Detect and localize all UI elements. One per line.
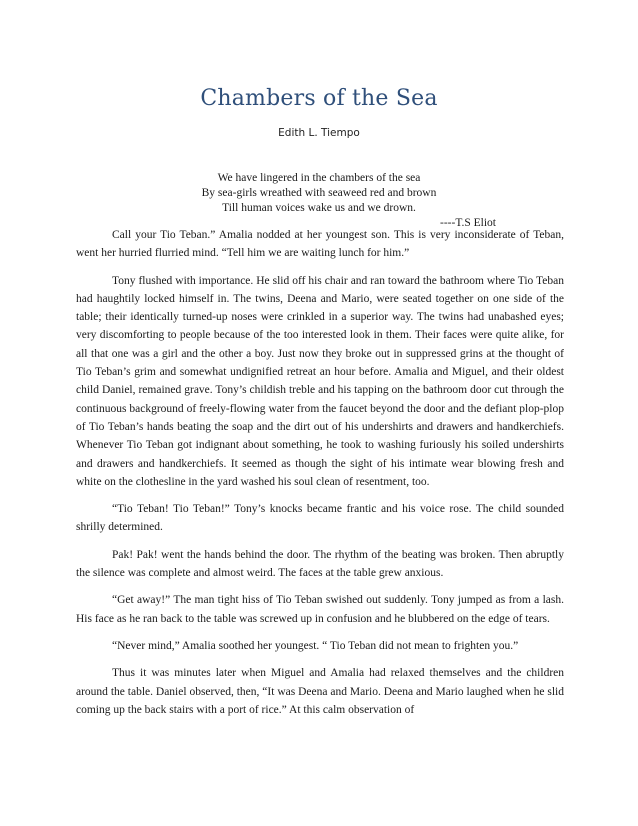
paragraph: Call your Tio Teban.” Amalia nodded at her youngest son. This is very inconsiderate of Teban, went her hurried flurried mind. “Tell him we are waiting lunch for him.”	[76, 229, 564, 260]
paragraph: “Never mind,” Amalia soothed her youngest. “ Tio Teban did not mean to frighten you.”	[112, 639, 519, 652]
paragraph: “Get away!” The man tight hiss of Tio Teban swished out suddenly. Tony jumped as from a lash. His face as he ran back to the table was screwed up in confusion and he blubbered on the edge of tears.	[76, 594, 564, 625]
paragraph: Thus it was minutes later when Miguel and Amalia had relaxed themselves and the children around the table. Daniel observed, then, “It was Deena and Mario. Deena and Mario laughed when he slid coming up the back stairs with a port of rice.” At this calm observation of	[76, 667, 564, 716]
paragraph: Pak! Pak! went the hands behind the door. The rhythm of the beating was broken. Then abruptly the silence was complete and almost weird. The faces at the table grew anxious.	[76, 548, 564, 580]
paragraph: “Tio Teban! Tio Teban!” Tony’s knocks became frantic and his voice rose. The child sounded shrilly determined.	[76, 503, 564, 534]
epigraph-line: We have lingered in the chambers of the sea	[217, 172, 421, 184]
epigraph-line: Till human voices wake us and we drown.	[222, 202, 416, 214]
epigraph-attribution: ----T.S Eliot	[440, 217, 496, 229]
story-body	[76, 226, 564, 728]
epigraph	[0, 171, 638, 231]
paragraph: Tony flushed with importance. He slid off his chair and ran toward the bathroom where Tio Teban had haughtily locked himself in. The twins, Deena and Mario, were seated together on one side of the table; their identically turned-up noses were crinkled in a superior way. The twins had unabashed eyes; very discomforting to people because of the too interested look in them. Their faces were quite alike, for all that one was a girl and the other a boy. Just now they broke out in suppressed grins at the thought of Tio Teban’s grim and somewhat undignified retreat an hour before. Amalia and Miguel, and their oldest child Daniel, remained grave. Tony’s childish treble and his tapping on the bathroom door cut through the continuous background of freely-flowing water from the faucet beyond the door and the defiant plop-plop of Tio Teban’s hands beating the soap and the dirt out of his undershirts and drawers and handkerchiefs. Whenever Tio Teban got indignant about something, he took to washing furiously his soiled undershirts and drawers and handkerchiefs. It seemed as though the sight of his intimate wear blowing fresh and white on the clothesline in the yard washed his soul clean of resentment, too.	[76, 274, 564, 488]
epigraph-line: By sea-girls wreathed with seaweed red and brown	[201, 187, 437, 199]
document-title: Chambers of the Sea	[200, 86, 438, 111]
author-name: Edith L. Tiempo	[278, 127, 360, 139]
